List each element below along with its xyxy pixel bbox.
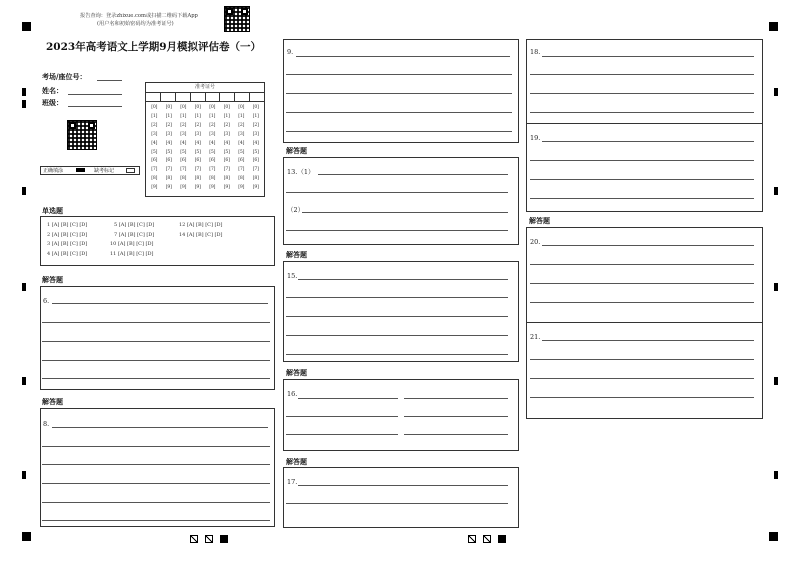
answer-line bbox=[404, 398, 508, 399]
ticket-digit-bubble[interactable]: [8] bbox=[238, 176, 245, 182]
ticket-digit-bubble[interactable]: [5] bbox=[194, 149, 201, 155]
ticket-digit-bubble[interactable]: [1] bbox=[223, 113, 230, 119]
q15-section-title: 解答题 bbox=[286, 250, 307, 259]
mc-question-7[interactable]: 7 [A] [B] [C] [D] bbox=[114, 232, 155, 238]
timing-mark bbox=[22, 88, 26, 96]
mc-question-1[interactable]: 1 [A] [B] [C] [D] bbox=[47, 222, 88, 228]
ticket-digit-bubble[interactable]: [3] bbox=[194, 131, 201, 137]
ticket-digit-bubble[interactable]: [9] bbox=[151, 185, 158, 191]
ticket-digit-bubble[interactable]: [7] bbox=[238, 167, 245, 173]
page-marker-icon bbox=[205, 535, 213, 543]
q15-number: 15. bbox=[287, 272, 298, 280]
mc-question-14[interactable]: 14 [A] [B] [C] [D] bbox=[179, 232, 223, 238]
answer-line bbox=[404, 416, 508, 417]
ticket-column[interactable] bbox=[162, 104, 177, 193]
ticket-digit-bubble[interactable]: [1] bbox=[252, 113, 259, 119]
ticket-digit-bubble[interactable]: [8] bbox=[151, 176, 158, 182]
ticket-digit-bubble[interactable]: [2] bbox=[209, 122, 216, 128]
answer-line bbox=[52, 427, 268, 428]
answer-line bbox=[286, 297, 508, 298]
ticket-digit-bubble[interactable]: [9] bbox=[223, 185, 230, 191]
timing-mark bbox=[22, 100, 26, 108]
ticket-digit-bubble[interactable]: [3] bbox=[151, 131, 158, 137]
registration-mark-bottom-left bbox=[22, 532, 31, 541]
ticket-digit-bubble[interactable]: [4] bbox=[180, 140, 187, 146]
answer-line bbox=[286, 131, 512, 132]
answer-line bbox=[42, 378, 270, 379]
timing-mark bbox=[22, 377, 26, 385]
answer-line bbox=[530, 264, 754, 265]
ticket-digit-bubble[interactable]: [7] bbox=[252, 167, 259, 173]
ticket-digit-bubble[interactable]: [0] bbox=[252, 105, 259, 110]
registration-mark-top-left bbox=[22, 22, 31, 31]
q17-section-title: 解答题 bbox=[286, 457, 307, 466]
answer-line bbox=[286, 503, 508, 504]
ticket-digit-bubble[interactable]: [3] bbox=[238, 131, 245, 137]
mc-question-5[interactable]: 5 [A] [B] [C] [D] bbox=[114, 222, 155, 228]
answer-line bbox=[530, 112, 754, 113]
ticket-digit-bubble[interactable]: [6] bbox=[252, 158, 259, 164]
answer-line bbox=[286, 335, 508, 336]
ticket-column[interactable] bbox=[191, 104, 206, 193]
correct-fill-sample-icon bbox=[76, 168, 85, 172]
ticket-digit-bubble[interactable]: [2] bbox=[151, 122, 158, 128]
q21-number: 21. bbox=[530, 333, 541, 341]
ticket-digit-bubble[interactable]: [8] bbox=[165, 176, 172, 182]
q16-section-title: 解答题 bbox=[286, 368, 307, 377]
q17-number: 17. bbox=[287, 478, 298, 486]
answer-line bbox=[42, 322, 270, 323]
ticket-digit-bubble[interactable]: [7] bbox=[209, 167, 216, 173]
ticket-digit-bubble[interactable]: [4] bbox=[194, 140, 201, 146]
ticket-digit-bubble[interactable]: [9] bbox=[238, 185, 245, 191]
ticket-digit-bubble[interactable]: [8] bbox=[223, 176, 230, 182]
q20-section-title: 解答题 bbox=[529, 216, 550, 225]
absent-mark-label: 缺考标记 bbox=[94, 168, 115, 174]
timing-mark bbox=[774, 471, 778, 479]
q20-q21-answer-box[interactable] bbox=[526, 227, 763, 419]
ticket-digit-bubble[interactable]: [3] bbox=[165, 131, 172, 137]
ticket-digit-bubble[interactable]: [7] bbox=[151, 167, 158, 173]
ticket-digit-bubble[interactable]: [0] bbox=[165, 105, 172, 110]
ticket-digit-bubble[interactable]: [5] bbox=[165, 149, 172, 155]
q18-q19-answer-box[interactable] bbox=[526, 39, 763, 212]
ticket-digit-bubble[interactable]: [8] bbox=[252, 176, 259, 182]
ticket-digit-bubble[interactable]: [6] bbox=[209, 158, 216, 164]
answer-line bbox=[530, 359, 754, 360]
answer-line bbox=[530, 160, 754, 161]
q13-answer-box[interactable] bbox=[283, 157, 519, 245]
ticket-digit-bubble[interactable]: [4] bbox=[151, 140, 158, 146]
ticket-column[interactable] bbox=[220, 104, 235, 193]
ticket-digit-bubble[interactable]: [4] bbox=[165, 140, 172, 146]
ticket-digit-bubble[interactable]: [4] bbox=[252, 140, 259, 146]
ticket-digit-bubble[interactable]: [6] bbox=[151, 158, 158, 164]
answer-line bbox=[530, 179, 754, 180]
ticket-digit-bubble[interactable]: [0] bbox=[194, 105, 201, 110]
answer-line bbox=[296, 56, 510, 57]
ticket-digit-bubble[interactable]: [5] bbox=[223, 149, 230, 155]
timing-mark bbox=[22, 471, 26, 479]
class-label: 班级： bbox=[42, 98, 63, 107]
answer-line bbox=[286, 230, 508, 231]
ticket-digit-bubble[interactable]: [5] bbox=[180, 149, 187, 155]
answer-line bbox=[298, 485, 508, 486]
answer-line bbox=[530, 74, 754, 75]
ticket-digit-bubble[interactable]: [2] bbox=[223, 122, 230, 128]
answer-line bbox=[530, 93, 754, 94]
timing-mark bbox=[774, 377, 778, 385]
q13-number: 13.（1） bbox=[287, 168, 315, 176]
mc-question-4[interactable]: 4 [A] [B] [C] [D] bbox=[47, 251, 88, 257]
ticket-digit-bubble[interactable]: [0] bbox=[238, 105, 245, 110]
name-field[interactable] bbox=[68, 94, 122, 95]
registration-mark-bottom-right bbox=[769, 532, 778, 541]
q6-number: 6. bbox=[43, 297, 50, 305]
ticket-digit-bubble[interactable]: [7] bbox=[165, 167, 172, 173]
ticket-digit-bubble[interactable]: [0] bbox=[209, 105, 216, 110]
ticket-digit-bubble[interactable]: [9] bbox=[180, 185, 187, 191]
q9-number: 9. bbox=[287, 48, 294, 56]
answer-line bbox=[318, 174, 508, 175]
page-marker-filled bbox=[498, 535, 506, 543]
notice-line-1: 报告查询：登录zhixue.com或扫描二维码下载App bbox=[80, 13, 198, 19]
ticket-digit-bubble[interactable]: [2] bbox=[165, 122, 172, 128]
ticket-digit-bubble[interactable]: [6] bbox=[238, 158, 245, 164]
q8-section-title: 解答题 bbox=[42, 397, 63, 406]
ticket-digit-bubble[interactable]: [8] bbox=[194, 176, 201, 182]
correct-fill-label: 正确填涂 bbox=[43, 168, 64, 174]
timing-mark bbox=[22, 187, 26, 195]
ticket-digit-bubble[interactable]: [0] bbox=[151, 105, 158, 110]
q16-number: 16. bbox=[287, 390, 298, 398]
ticket-digit-bubble[interactable]: [4] bbox=[209, 140, 216, 146]
answer-line bbox=[286, 416, 398, 417]
exam-seat-field[interactable] bbox=[97, 80, 122, 81]
answer-line bbox=[542, 141, 754, 142]
answer-line bbox=[42, 446, 270, 447]
page-marker-icon bbox=[483, 535, 491, 543]
ticket-column[interactable] bbox=[176, 104, 191, 193]
q6-answer-box[interactable] bbox=[40, 286, 275, 390]
ticket-digit-bubble[interactable]: [5] bbox=[209, 149, 216, 155]
ticket-digit-bubble[interactable]: [1] bbox=[180, 113, 187, 119]
ticket-digit-bubble[interactable]: [5] bbox=[238, 149, 245, 155]
qr-code-icon bbox=[224, 6, 250, 32]
q8-number: 8. bbox=[43, 420, 50, 428]
q9-answer-box[interactable] bbox=[283, 39, 519, 143]
ticket-digit-bubble[interactable]: [7] bbox=[180, 167, 187, 173]
answer-line bbox=[286, 112, 512, 113]
ticket-digit-bubble[interactable]: [3] bbox=[252, 131, 259, 137]
answer-line bbox=[286, 192, 508, 193]
answer-line bbox=[530, 378, 754, 379]
ticket-digit-bubble[interactable]: [7] bbox=[194, 167, 201, 173]
answer-line bbox=[302, 212, 508, 213]
ticket-digit-bubble[interactable]: [4] bbox=[223, 140, 230, 146]
answer-line bbox=[530, 302, 754, 303]
answer-line bbox=[542, 340, 754, 341]
notice-line-2: (用户名和初始密码均为准考证号) bbox=[97, 21, 174, 27]
answer-line bbox=[42, 502, 270, 503]
mc-question-2[interactable]: 2 [A] [B] [C] [D] bbox=[47, 232, 88, 238]
q6-section-title: 解答题 bbox=[42, 275, 63, 284]
ticket-digit-bubble[interactable]: [1] bbox=[165, 113, 172, 119]
q20-number: 20. bbox=[530, 238, 541, 246]
q13-sub2-number: （2） bbox=[287, 206, 305, 214]
ticket-column[interactable] bbox=[234, 104, 249, 193]
answer-line bbox=[42, 464, 270, 465]
ticket-digit-bubble[interactable]: [3] bbox=[180, 131, 187, 137]
ticket-digit-bubble[interactable]: [6] bbox=[165, 158, 172, 164]
mc-question-10[interactable]: 10 [A] [B] [C] [D] bbox=[110, 241, 154, 247]
answer-line bbox=[286, 354, 508, 355]
registration-mark-top-right bbox=[769, 22, 778, 31]
q20-q21-divider bbox=[526, 322, 763, 323]
absent-mark-box[interactable] bbox=[126, 168, 135, 173]
ticket-column[interactable] bbox=[205, 104, 220, 193]
q16-answer-box[interactable] bbox=[283, 379, 519, 451]
answer-line bbox=[530, 198, 754, 199]
q18-number: 18. bbox=[530, 48, 541, 56]
answer-line bbox=[530, 283, 754, 284]
ticket-digit-bubble[interactable]: [2] bbox=[252, 122, 259, 128]
ticket-digit-bubble[interactable]: [2] bbox=[238, 122, 245, 128]
ticket-bubbles[interactable] bbox=[146, 102, 264, 193]
ticket-digit-bubble[interactable]: [5] bbox=[252, 149, 259, 155]
ticket-digit-bubble[interactable]: [1] bbox=[209, 113, 216, 119]
ticket-digit-bubble[interactable]: [1] bbox=[194, 113, 201, 119]
ticket-digit-bubble[interactable]: [9] bbox=[209, 185, 216, 191]
answer-line bbox=[42, 483, 270, 484]
ticket-column[interactable] bbox=[249, 104, 264, 193]
answer-line bbox=[42, 520, 270, 521]
answer-line bbox=[286, 434, 398, 435]
ticket-digit-bubble[interactable]: [3] bbox=[223, 131, 230, 137]
answer-line bbox=[298, 398, 398, 399]
mc-question-11[interactable]: 11 [A] [B] [C] [D] bbox=[110, 251, 154, 257]
ticket-digit-bubble[interactable]: [0] bbox=[223, 105, 230, 110]
ticket-digit-bubble[interactable]: [0] bbox=[180, 105, 187, 110]
mc-question-12[interactable]: 12 [A] [B] [C] [D] bbox=[179, 222, 223, 228]
ticket-title: 准考证号 bbox=[146, 83, 264, 93]
ticket-digit-bubble[interactable]: [5] bbox=[151, 149, 158, 155]
page-title: 2023年高考语文上学期9月模拟评估卷（一） bbox=[46, 41, 262, 53]
answer-line bbox=[404, 434, 508, 435]
ticket-digit-bubble[interactable]: [6] bbox=[180, 158, 187, 164]
q13-section-title: 解答题 bbox=[286, 146, 307, 155]
timing-mark bbox=[774, 88, 778, 96]
ticket-digit-bubble[interactable]: [2] bbox=[180, 122, 187, 128]
mc-question-3[interactable]: 3 [A] [B] [C] [D] bbox=[47, 241, 88, 247]
ticket-write-cells[interactable] bbox=[146, 93, 264, 102]
ticket-digit-bubble[interactable]: [3] bbox=[209, 131, 216, 137]
q8-answer-box[interactable] bbox=[40, 408, 275, 527]
answer-line bbox=[42, 360, 270, 361]
class-field[interactable] bbox=[68, 106, 122, 107]
q15-answer-box[interactable] bbox=[283, 261, 519, 362]
timing-mark bbox=[774, 283, 778, 291]
ticket-digit-bubble[interactable]: [7] bbox=[223, 167, 230, 173]
ticket-digit-bubble[interactable]: [6] bbox=[194, 158, 201, 164]
ticket-digit-bubble[interactable]: [8] bbox=[209, 176, 216, 182]
ticket-digit-bubble[interactable]: [1] bbox=[238, 113, 245, 119]
timing-mark bbox=[774, 187, 778, 195]
answer-line bbox=[542, 56, 754, 57]
name-label: 姓名： bbox=[42, 86, 63, 95]
ticket-digit-bubble[interactable]: [8] bbox=[180, 176, 187, 182]
q19-number: 19. bbox=[530, 134, 541, 142]
ticket-digit-bubble[interactable]: [9] bbox=[252, 185, 259, 191]
ticket-digit-bubble[interactable]: [2] bbox=[194, 122, 201, 128]
ticket-column[interactable] bbox=[147, 104, 162, 193]
mc-section-title: 单选题 bbox=[42, 206, 63, 215]
page-marker-filled bbox=[220, 535, 228, 543]
q17-answer-box[interactable] bbox=[283, 467, 519, 528]
ticket-number-grid bbox=[145, 82, 265, 197]
ticket-digit-bubble[interactable]: [9] bbox=[194, 185, 201, 191]
q18-q19-divider bbox=[526, 123, 763, 124]
answer-line bbox=[286, 316, 508, 317]
timing-mark bbox=[22, 283, 26, 291]
ticket-digit-bubble[interactable]: [4] bbox=[238, 140, 245, 146]
ticket-digit-bubble[interactable]: [1] bbox=[151, 113, 158, 119]
answer-line bbox=[298, 279, 508, 280]
answer-line bbox=[530, 397, 754, 398]
page-marker-icon bbox=[468, 535, 476, 543]
answer-line bbox=[286, 93, 512, 94]
exam-seat-label: 考场/座位号： bbox=[42, 72, 87, 81]
page-marker-icon bbox=[190, 535, 198, 543]
ticket-digit-bubble[interactable]: [9] bbox=[165, 185, 172, 191]
answer-line bbox=[542, 245, 754, 246]
answer-line bbox=[286, 74, 512, 75]
ticket-digit-bubble[interactable]: [6] bbox=[223, 158, 230, 164]
answer-line bbox=[42, 341, 270, 342]
answer-line bbox=[52, 303, 268, 304]
qr-code-icon bbox=[67, 120, 97, 150]
